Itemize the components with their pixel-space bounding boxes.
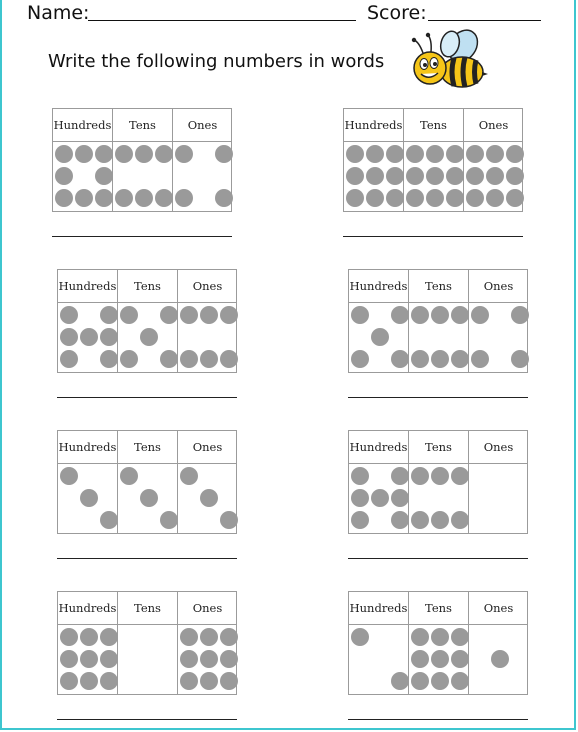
counter-dot	[100, 350, 118, 368]
answer-line[interactable]	[348, 397, 528, 398]
counter-dot	[431, 350, 449, 368]
counter-dot	[160, 511, 178, 529]
counter-dot	[60, 467, 78, 485]
counter-dot	[200, 306, 218, 324]
counter-dot	[451, 650, 469, 668]
counter-dot	[60, 350, 78, 368]
counter-dot	[406, 145, 424, 163]
counter-dot	[160, 350, 178, 368]
counter-dot	[80, 328, 98, 346]
counter-dot	[411, 306, 429, 324]
score-field[interactable]	[428, 20, 541, 21]
counter-dot	[371, 489, 389, 507]
place-value-grid	[343, 108, 523, 212]
counter-dot	[391, 511, 409, 529]
column-header-hundreds: Hundreds	[349, 440, 408, 454]
counter-dot	[386, 145, 404, 163]
counter-dot	[351, 628, 369, 646]
counter-dot	[55, 145, 73, 163]
answer-line[interactable]	[57, 719, 237, 720]
counter-dot	[180, 628, 198, 646]
counter-dot	[506, 189, 524, 207]
counter-dot	[431, 511, 449, 529]
place-value-grid	[348, 269, 528, 373]
counter-dot	[386, 167, 404, 185]
counter-dot	[411, 511, 429, 529]
counter-dot	[431, 306, 449, 324]
counter-dot	[80, 672, 98, 690]
counter-dot	[220, 628, 238, 646]
counter-dot	[431, 628, 449, 646]
counter-dot	[60, 672, 78, 690]
counter-dot	[411, 467, 429, 485]
counter-dot	[506, 145, 524, 163]
column-header-ones: Ones	[483, 440, 514, 454]
column-header-hundreds: Hundreds	[58, 279, 117, 293]
counter-dot	[220, 350, 238, 368]
counter-dot	[200, 672, 218, 690]
counter-dot	[155, 189, 173, 207]
counter-dot	[215, 189, 233, 207]
counter-dot	[100, 328, 118, 346]
counter-dot	[491, 650, 509, 668]
counter-dot	[511, 350, 529, 368]
counter-dot	[115, 189, 133, 207]
counter-dot	[75, 189, 93, 207]
column-header-ones: Ones	[192, 440, 223, 454]
counter-dot	[406, 167, 424, 185]
column-header-tens: Tens	[134, 601, 161, 615]
column-header-ones: Ones	[478, 118, 509, 132]
counter-dot	[451, 306, 469, 324]
column-header-hundreds: Hundreds	[53, 118, 112, 132]
counter-dot	[406, 189, 424, 207]
counter-dot	[135, 145, 153, 163]
counter-dot	[180, 350, 198, 368]
answer-line[interactable]	[348, 719, 528, 720]
counter-dot	[411, 672, 429, 690]
place-value-grid	[57, 430, 237, 534]
counter-dot	[220, 511, 238, 529]
counter-dot	[135, 189, 153, 207]
counter-dot	[120, 467, 138, 485]
counter-dot	[95, 189, 113, 207]
counter-dot	[180, 467, 198, 485]
counter-dot	[200, 350, 218, 368]
counter-dot	[180, 650, 198, 668]
counter-dot	[366, 167, 384, 185]
column-header-ones: Ones	[192, 279, 223, 293]
counter-dot	[391, 467, 409, 485]
counter-dot	[346, 145, 364, 163]
column-header-tens: Tens	[129, 118, 156, 132]
counter-dot	[466, 189, 484, 207]
column-header-hundreds: Hundreds	[344, 118, 403, 132]
counter-dot	[451, 511, 469, 529]
counter-dot	[486, 189, 504, 207]
counter-dot	[386, 189, 404, 207]
counter-dot	[451, 672, 469, 690]
counter-dot	[155, 145, 173, 163]
counter-dot	[471, 350, 489, 368]
counter-dot	[140, 489, 158, 507]
column-header-ones: Ones	[192, 601, 223, 615]
counter-dot	[446, 167, 464, 185]
column-header-hundreds: Hundreds	[58, 601, 117, 615]
counter-dot	[366, 189, 384, 207]
counter-dot	[100, 672, 118, 690]
counter-dot	[351, 467, 369, 485]
counter-dot	[60, 650, 78, 668]
counter-dot	[100, 511, 118, 529]
counter-dot	[411, 650, 429, 668]
counter-dot	[220, 306, 238, 324]
column-header-ones: Ones	[483, 601, 514, 615]
name-field[interactable]	[88, 20, 356, 21]
counter-dot	[446, 145, 464, 163]
score-label: Score:	[367, 2, 427, 24]
counter-dot	[220, 650, 238, 668]
counter-dot	[391, 350, 409, 368]
counter-dot	[431, 672, 449, 690]
counter-dot	[506, 167, 524, 185]
place-value-grid	[52, 108, 232, 212]
counter-dot	[426, 167, 444, 185]
counter-dot	[180, 306, 198, 324]
counter-dot	[426, 145, 444, 163]
counter-dot	[411, 350, 429, 368]
counter-dot	[100, 306, 118, 324]
counter-dot	[466, 167, 484, 185]
bee-icon	[410, 28, 488, 90]
place-value-grid	[348, 430, 528, 534]
counter-dot	[100, 650, 118, 668]
counter-dot	[351, 489, 369, 507]
counter-dot	[511, 306, 529, 324]
counter-dot	[115, 145, 133, 163]
counter-dot	[180, 672, 198, 690]
counter-dot	[451, 350, 469, 368]
counter-dot	[351, 306, 369, 324]
counter-dot	[80, 489, 98, 507]
counter-dot	[200, 489, 218, 507]
counter-dot	[200, 628, 218, 646]
counter-dot	[431, 467, 449, 485]
counter-dot	[60, 328, 78, 346]
counter-dot	[175, 145, 193, 163]
counter-dot	[160, 306, 178, 324]
column-header-tens: Tens	[420, 118, 447, 132]
counter-dot	[451, 467, 469, 485]
place-value-grid	[57, 269, 237, 373]
column-header-ones: Ones	[187, 118, 218, 132]
column-header-tens: Tens	[425, 279, 452, 293]
counter-dot	[411, 628, 429, 646]
answer-line[interactable]	[343, 236, 523, 237]
counter-dot	[60, 306, 78, 324]
counter-dot	[80, 628, 98, 646]
counter-dot	[60, 628, 78, 646]
column-header-hundreds: Hundreds	[58, 440, 117, 454]
counter-dot	[426, 189, 444, 207]
counter-dot	[215, 145, 233, 163]
answer-line[interactable]	[57, 397, 237, 398]
counter-dot	[471, 306, 489, 324]
column-header-hundreds: Hundreds	[349, 601, 408, 615]
column-header-tens: Tens	[134, 279, 161, 293]
column-header-tens: Tens	[425, 440, 452, 454]
counter-dot	[55, 189, 73, 207]
place-value-grid	[57, 591, 237, 695]
counter-dot	[466, 145, 484, 163]
counter-dot	[220, 672, 238, 690]
counter-dot	[175, 189, 193, 207]
name-label: Name:	[27, 2, 90, 24]
place-value-grid	[348, 591, 528, 695]
counter-dot	[55, 167, 73, 185]
counter-dot	[140, 328, 158, 346]
counter-dot	[351, 511, 369, 529]
counter-dot	[120, 350, 138, 368]
counter-dot	[486, 145, 504, 163]
answer-line[interactable]	[52, 236, 232, 237]
counter-dot	[366, 145, 384, 163]
column-header-ones: Ones	[483, 279, 514, 293]
counter-dot	[95, 145, 113, 163]
counter-dot	[80, 650, 98, 668]
instruction-text: Write the following numbers in words	[48, 51, 385, 72]
answer-line[interactable]	[348, 558, 528, 559]
counter-dot	[351, 350, 369, 368]
counter-dot	[446, 189, 464, 207]
counter-dot	[95, 167, 113, 185]
counter-dot	[391, 306, 409, 324]
column-header-hundreds: Hundreds	[349, 279, 408, 293]
counter-dot	[431, 650, 449, 668]
counter-dot	[451, 628, 469, 646]
column-header-tens: Tens	[134, 440, 161, 454]
column-header-tens: Tens	[425, 601, 452, 615]
counter-dot	[391, 489, 409, 507]
counter-dot	[391, 672, 409, 690]
answer-line[interactable]	[57, 558, 237, 559]
counter-dot	[200, 650, 218, 668]
counter-dot	[346, 167, 364, 185]
counter-dot	[371, 328, 389, 346]
counter-dot	[100, 628, 118, 646]
counter-dot	[486, 167, 504, 185]
counter-dot	[120, 306, 138, 324]
counter-dot	[346, 189, 364, 207]
counter-dot	[75, 145, 93, 163]
